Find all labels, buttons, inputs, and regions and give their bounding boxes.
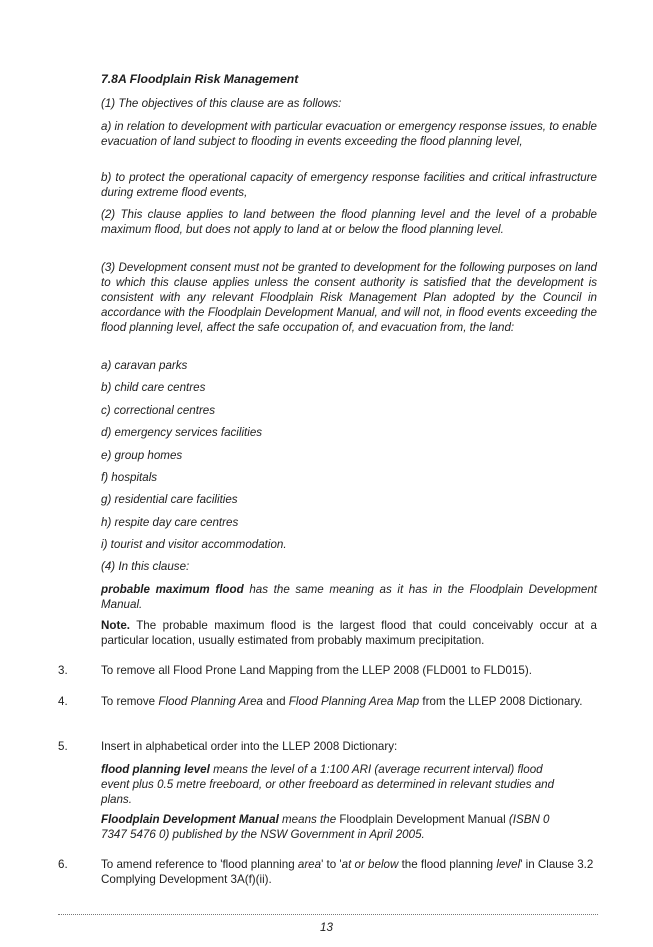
list-item: a) caravan parks xyxy=(101,359,188,372)
list-item: g) residential care facilities xyxy=(101,493,238,506)
note xyxy=(101,618,597,648)
note-label: Note. xyxy=(101,619,130,632)
subclause-1: (1) The objectives of this clause are as follows: xyxy=(101,97,342,110)
step-number: 6. xyxy=(58,858,68,871)
step-5-text: Insert in alphabetical order into the LLEP 2008 Dictionary: xyxy=(101,740,398,753)
note-text: The probable maximum flood is the largest flood that could conceivably occur at a particular location, usually estimated from probably maximum precipitation. xyxy=(101,619,597,647)
list-item: d) emergency services facilities xyxy=(101,426,263,439)
text-run: Floodplain Development Manual xyxy=(339,813,506,826)
step-3-text: To remove all Flood Prone Land Mapping from the LLEP 2008 (FLD001 to FLD015). xyxy=(101,664,532,677)
definition-pmf xyxy=(101,582,597,612)
list-item: f) hospitals xyxy=(101,471,158,484)
text-run: at or below xyxy=(341,858,399,871)
list-item: b) child care centres xyxy=(101,381,206,394)
defined-term: flood planning level xyxy=(101,763,210,776)
text-run: from the LLEP 2008 Dictionary. xyxy=(419,695,583,708)
objective-a: a) in relation to development with particular evacuation or emergency response issues, to enable evacuation of land subject to flooding in events exceeding the flood planning level, xyxy=(101,120,597,148)
step-number: 4. xyxy=(58,695,68,708)
definition-fdm xyxy=(101,812,571,842)
list-item: e) group homes xyxy=(101,449,183,462)
defined-term: Floodplain Development Manual xyxy=(101,813,279,826)
step-6-text xyxy=(101,857,601,887)
objective-b: b) to protect the operational capacity of emergency response facilities and critical infrastructure during extreme flood events, xyxy=(101,171,597,199)
text-run: and xyxy=(263,695,289,708)
text-run: Flood Planning Area xyxy=(158,695,263,708)
page-number: 13 xyxy=(320,921,333,934)
text-run: area xyxy=(297,858,322,871)
defined-term: probable maximum flood xyxy=(101,583,244,596)
text-run: Flood Planning Area Map xyxy=(288,695,420,708)
text-run: level xyxy=(496,858,521,871)
list-item: h) respite day care centres xyxy=(101,516,239,529)
definition-fpl xyxy=(101,762,571,807)
subclause-4: (4) In this clause: xyxy=(101,560,190,573)
clause-heading: 7.8A Floodplain Risk Management xyxy=(101,72,299,86)
text-run: the flood planning xyxy=(398,858,497,871)
footer-divider xyxy=(58,914,598,915)
text-run: (ISBN 0 7347 5476 0) published by the NSW Government in April 2005. xyxy=(101,813,550,841)
subclause-2: (2) This clause applies to land between the flood planning level and the level of a probable maximum flood, but does not apply to land at or below the flood planning level. xyxy=(101,208,597,236)
text-run: To remove xyxy=(101,695,159,708)
text-run: ' to ' xyxy=(321,858,342,871)
text-run: ' in Clause 3.2 Complying Development 3A(f)(ii). xyxy=(101,858,594,886)
list-item: c) correctional centres xyxy=(101,404,216,417)
step-number: 5. xyxy=(58,740,68,753)
definition-text: means the level of a 1:100 ARI (average recurrent interval) flood event plus 0.5 metre freeboard, or other freeboard as determined in relevant studies and plans. xyxy=(101,763,555,806)
subclause-3: (3) Development consent must not be granted to development for the following purposes on land to which this clause applies unless the consent authority is satisfied that the development is consistent with any relevant Floodplain Risk Management Plan adopted by the Council in accordance with the Floodplain Development Manual, and will not, in flood events exceeding the flood planning level, affect the safe occupation of, and evacuation from, the land: xyxy=(101,261,597,334)
text-run: To amend reference to 'flood planning xyxy=(101,858,298,871)
step-4-text xyxy=(101,694,591,709)
text-run: means the xyxy=(278,813,340,826)
definition-text: has the same meaning as it has in the Floodplain Development Manual. xyxy=(101,583,597,611)
list-item: i) tourist and visitor accommodation. xyxy=(101,538,287,551)
step-number: 3. xyxy=(58,664,68,677)
